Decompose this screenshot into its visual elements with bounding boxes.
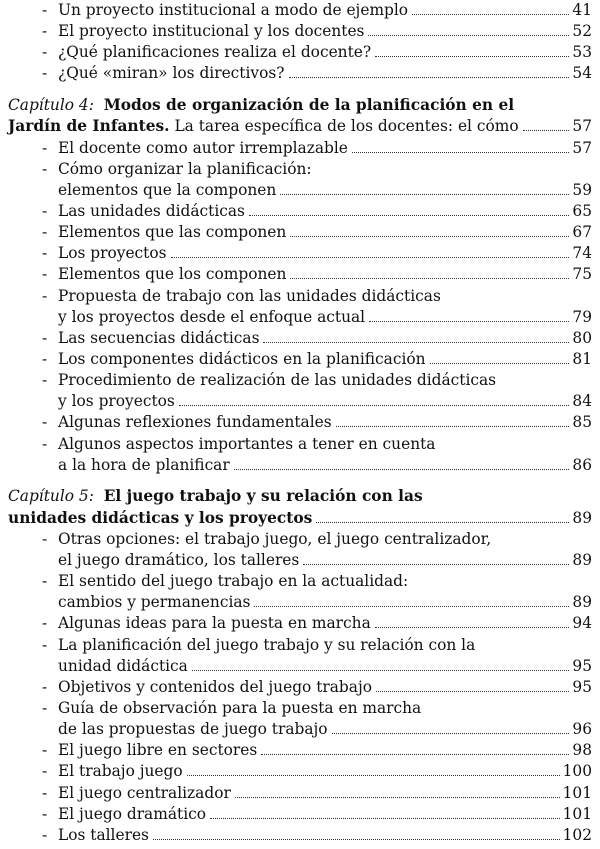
toc-entry: - Algunos aspectos importantes a tener en cuenta bbox=[42, 434, 436, 453]
page-number: 59 bbox=[572, 180, 592, 199]
chapter-label: Capítulo 4: bbox=[8, 96, 94, 115]
page-number: 54 bbox=[572, 64, 592, 83]
toc-entry: - Elementos que las componen 67 bbox=[0, 222, 600, 243]
toc-entry: - Guía de observación para la puesta en marcha bbox=[42, 698, 422, 717]
page-number: 96 bbox=[572, 720, 592, 739]
page-number: 95 bbox=[572, 677, 592, 696]
toc-entry: - El juego centralizador 101 bbox=[0, 783, 600, 804]
page-number: 84 bbox=[572, 392, 592, 411]
toc-entry: - El juego dramático 101 bbox=[0, 804, 600, 825]
page-number: 65 bbox=[572, 201, 592, 220]
page-number: 101 bbox=[562, 783, 592, 802]
chapter-5-heading-line2: unidades didácticas y los proyectos 89 bbox=[0, 508, 600, 529]
page-number: 79 bbox=[572, 307, 592, 326]
toc-entry-cont: elementos que la componen 59 bbox=[0, 180, 600, 201]
chapter-label: Capítulo 5: bbox=[8, 487, 94, 506]
toc-entry: - Un proyecto institucional a modo de ejemplo 41 bbox=[0, 0, 600, 21]
toc-entry-cont: y los proyectos desde el enfoque actual 79 bbox=[0, 307, 600, 328]
toc-entry: - Algunas reflexiones fundamentales 85 bbox=[0, 412, 600, 433]
toc-entry: - El juego libre en sectores 98 bbox=[0, 740, 600, 761]
toc-entry: - Procedimiento de realización de las unidades didácticas bbox=[42, 371, 497, 390]
toc-entry-cont: unidad didáctica 95 bbox=[0, 656, 600, 677]
page-number: 80 bbox=[572, 328, 592, 347]
page-number: 75 bbox=[572, 265, 592, 284]
toc-entry: - Elementos que los componen 75 bbox=[0, 264, 600, 285]
toc-entry: - Algunas ideas para la puesta en marcha 94 bbox=[0, 613, 600, 634]
page-number: 89 bbox=[572, 593, 592, 612]
toc-entry: - El trabajo juego 100 bbox=[0, 761, 600, 782]
chapter-title: El juego trabajo y su relación con las bbox=[103, 487, 423, 506]
page-number: 52 bbox=[572, 22, 592, 41]
chapter-5-heading bbox=[0, 486, 600, 507]
toc-entry: - ¿Qué «miran» los directivos? 54 bbox=[0, 63, 600, 84]
page-number: 95 bbox=[572, 656, 592, 675]
chapter-4-heading-line2: Jardín de Infantes. La tarea específica de los docentes: el cómo 57 bbox=[0, 116, 600, 137]
page-number: 57 bbox=[572, 117, 592, 136]
toc-entry-cont: el juego dramático, los talleres 89 bbox=[0, 550, 600, 571]
page-number: 101 bbox=[562, 804, 592, 823]
toc-entry: - Las unidades didácticas 65 bbox=[0, 201, 600, 222]
page-number: 100 bbox=[562, 762, 592, 781]
page-number: 74 bbox=[572, 244, 592, 263]
page-number: 89 bbox=[572, 508, 592, 527]
chapter-title: Modos de organización de la planificación en el bbox=[103, 96, 515, 115]
toc-entry-cont: cambios y permanencias 89 bbox=[0, 592, 600, 613]
page-number: 102 bbox=[562, 825, 592, 844]
page-number: 41 bbox=[572, 1, 592, 19]
page-number: 67 bbox=[572, 223, 592, 242]
toc-entry: - Otras opciones: el trabajo juego, el juego centralizador, bbox=[42, 529, 492, 548]
toc-entry: - Las secuencias didácticas 80 bbox=[0, 328, 600, 349]
toc-entry: - Cómo organizar la planificación: bbox=[42, 159, 312, 178]
page-number: 57 bbox=[572, 138, 592, 157]
toc-entry: - La planificación del juego trabajo y su relación con la bbox=[42, 635, 476, 654]
toc-entry: - Los componentes didácticos en la planificación 81 bbox=[0, 349, 600, 370]
toc-entry: - Los talleres 102 bbox=[0, 825, 600, 846]
toc-entry: - El proyecto institucional y los docentes 52 bbox=[0, 21, 600, 42]
chapter-4-heading bbox=[0, 95, 600, 116]
toc-entry-cont: y los proyectos 84 bbox=[0, 391, 600, 412]
toc-entry: - Objetivos y contenidos del juego trabajo 95 bbox=[0, 677, 600, 698]
toc-entry: - El sentido del juego trabajo en la actualidad: bbox=[42, 572, 409, 590]
page-number: 53 bbox=[572, 43, 592, 62]
toc-entry: - Propuesta de trabajo con las unidades didácticas bbox=[42, 286, 441, 305]
page-number: 81 bbox=[572, 350, 592, 368]
toc-entry: - ¿Qué planificaciones realiza el docente? 53 bbox=[0, 42, 600, 63]
toc-entry-cont: a la hora de planificar 86 bbox=[0, 455, 600, 476]
page-number: 85 bbox=[572, 413, 592, 432]
page-number: 86 bbox=[572, 455, 592, 474]
toc-entry: - Los proyectos 74 bbox=[0, 243, 600, 264]
toc-entry: - El docente como autor irremplazable 57 bbox=[0, 138, 600, 159]
page-number: 94 bbox=[572, 614, 592, 633]
toc-entry-cont: de las propuestas de juego trabajo 96 bbox=[0, 719, 600, 740]
page-number: 98 bbox=[572, 741, 592, 760]
page-number: 89 bbox=[572, 550, 592, 569]
